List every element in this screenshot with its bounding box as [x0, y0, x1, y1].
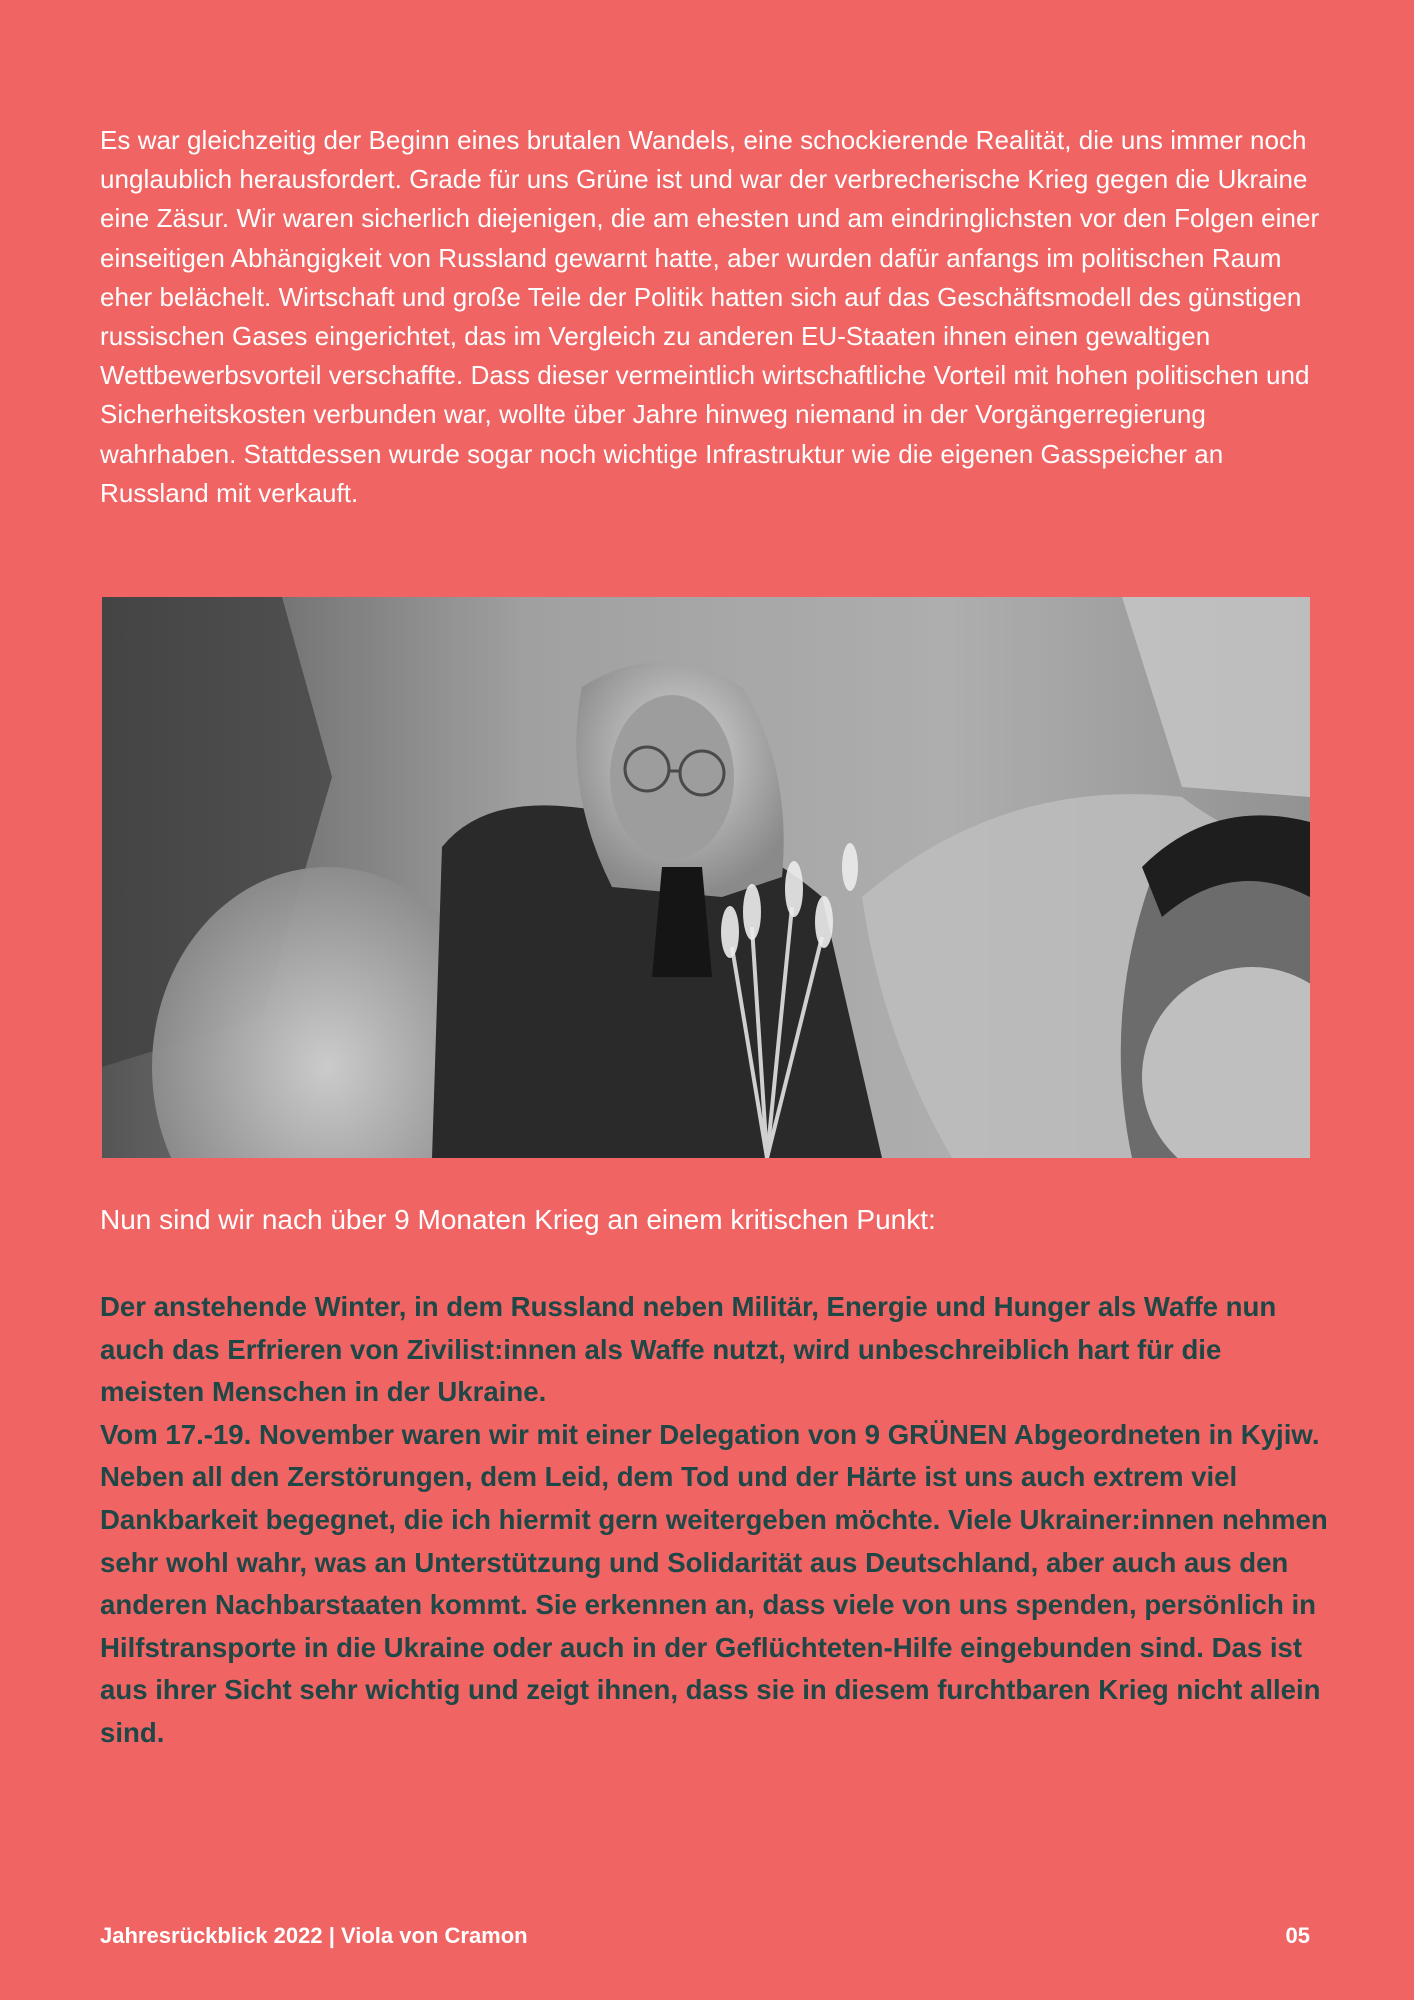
meeting-photo	[102, 597, 1310, 1158]
highlight-paragraph-delegation: Vom 17.-19. November waren wir mit einer Delegation von 9 GRÜNEN Abgeordneten in Kyjiw. Neben all den Zerstörungen, dem Leid, dem Tod und der Härte ist uns auch extrem viel Dankbarkeit begegnet, die ich hiermit gern weitergeben möchte. Viele Ukrainer:innen nehmen sehr wohl wahr, was an Unterstützung und Solidarität aus Deutschland, aber auch aus den anderen Nachbarstaaten kommt. Sie erkennen an, dass viele von uns spenden, persönlich in Hilfstransporte in die Ukraine oder auch in der Geflüchteten-Hilfe eingebunden sind. Das ist aus ihrer Sicht sehr wichtig und zeigt ihnen, dass sie in diesem furchtbaren Krieg nicht allein sind.	[100, 1418, 1328, 1748]
highlight-text	[100, 1286, 1332, 1755]
page-footer	[100, 1918, 1310, 1954]
intro-paragraph: Es war gleichzeitig der Beginn eines brutalen Wandels, eine schockierende Realität, die uns immer noch unglaublich herausfordert. Grade für uns Grüne ist und war der verbrecherische Krieg gegen die Ukraine eine Zäsur. Wir waren sicherlich diejenigen, die am ehesten und am eindringlichsten vor den Folgen einer einseitigen Abhängigkeit von Russland gewarnt hatte, aber wurden dafür anfangs im politischen Raum eher belächelt. Wirtschaft und große Teile der Politik hatten sich auf das Geschäftsmodell des günstigen russischen Gases eingerichtet, das im Vergleich zu anderen EU-Staaten ihnen einen gewaltigen Wettbewerbsvorteil verschaffte. Dass dieser vermeintlich wirtschaftliche Vorteil mit hohen politischen und Sicherheitskosten verbunden war, wollte über Jahre hinweg niemand in der Vorgängerregierung wahrhaben. Stattdessen wurde sogar noch wichtige Infrastruktur wie die eigenen Gasspeicher an Russland mit verkauft.	[100, 125, 1320, 508]
footer-title: Jahresrückblick 2022 | Viola von Cramon	[100, 1923, 528, 1948]
page-number: 05	[1285, 1923, 1310, 1948]
lead-sentence: Nun sind wir nach über 9 Monaten Krieg an einem kritischen Punkt:	[100, 1204, 936, 1235]
highlight-paragraph-winter: Der anstehende Winter, in dem Russland neben Militär, Energie und Hunger als Waffe nun auch das Erfrieren von Zivilist:innen als Waffe nutzt, wird unbeschreiblich hart für die meisten Menschen in der Ukraine.	[100, 1291, 1277, 1408]
